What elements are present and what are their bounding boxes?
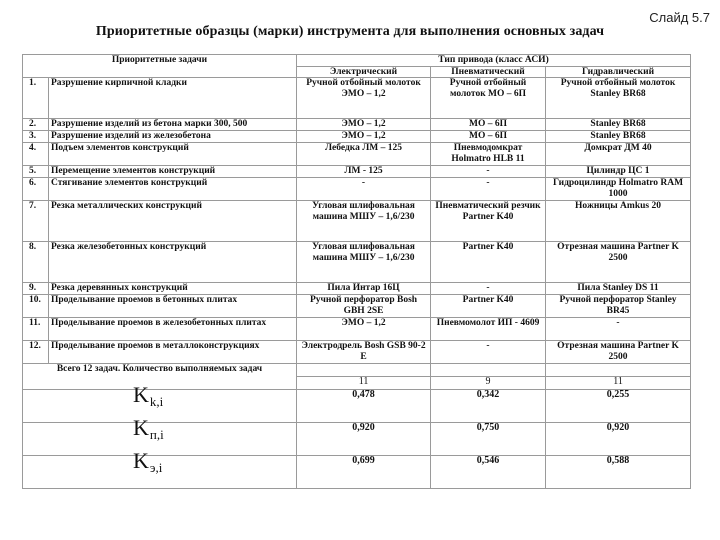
hydraulic-tool: Stanley BR68 — [546, 119, 691, 131]
electric-tool: Лебедка ЛМ – 125 — [297, 143, 431, 166]
coefficient-hydraulic: 0,255 — [546, 390, 691, 423]
pneumatic-tool: - — [431, 178, 546, 201]
task-name: Подъем элементов конструкций — [49, 143, 297, 166]
task-name: Резка железобетонных конструкций — [49, 242, 297, 283]
hydraulic-tool: - — [546, 318, 691, 341]
header-tasks: Приоритетные задачи — [23, 55, 297, 78]
electric-tool: ЭМО – 1,2 — [297, 119, 431, 131]
tools-table — [22, 54, 691, 489]
pneumatic-tool: Пневмомолот ИП - 4609 — [431, 318, 546, 341]
coefficient-electric: 0,920 — [297, 423, 431, 456]
coefficient-pneumatic: 0,546 — [431, 456, 546, 489]
slide-number-label: Слайд 5.7 — [649, 10, 710, 25]
electric-tool: Угловая шлифовальная машина МШУ – 1,6/230 — [297, 201, 431, 242]
table-row — [23, 166, 691, 178]
row-number: 10. — [23, 295, 49, 318]
row-number: 6. — [23, 178, 49, 201]
task-name: Перемещение элементов конструкций — [49, 166, 297, 178]
task-name: Проделывание проемов в железобетонных плитах — [49, 318, 297, 341]
pneumatic-tool: Пневмодомкрат Holmatro HLB 11 — [431, 143, 546, 166]
header-pneumatic: Пневматический — [431, 66, 546, 78]
row-number: 8. — [23, 242, 49, 283]
pneumatic-tool: - — [431, 341, 546, 364]
coefficient-electric: 0,699 — [297, 456, 431, 489]
table-row — [23, 341, 691, 364]
table-row — [23, 143, 691, 166]
table-row — [23, 119, 691, 131]
electric-tool: - — [297, 178, 431, 201]
electric-tool: Ручной отбойный молоток ЭМО – 1,2 — [297, 78, 431, 119]
pneumatic-tool: Пневматический резчик Partner K40 — [431, 201, 546, 242]
coefficient-symbol — [23, 448, 297, 489]
row-number: 11. — [23, 318, 49, 341]
hydraulic-tool: Пила Stanley DS 11 — [546, 283, 691, 295]
hydraulic-tool: Отрезная машина Partner K 2500 — [546, 341, 691, 364]
coefficient-subscript: э,i — [149, 460, 163, 475]
coefficient-pneumatic: 0,342 — [431, 390, 546, 423]
task-name: Резка деревянных конструкций — [49, 283, 297, 295]
row-number: 2. — [23, 119, 49, 131]
count-hydraulic: 11 — [546, 377, 691, 390]
task-name: Разрушение кирпичной кладки — [49, 78, 297, 119]
count-pneumatic: 9 — [431, 377, 546, 390]
table-row — [23, 242, 691, 283]
page-title: Приоритетные образцы (марки) инструмента для выполнения основных задач — [95, 24, 605, 39]
pneumatic-tool: МО – 6П — [431, 119, 546, 131]
hydraulic-tool: Stanley BR68 — [546, 131, 691, 143]
coefficient-electric: 0,478 — [297, 390, 431, 423]
row-number: 9. — [23, 283, 49, 295]
pneumatic-tool: - — [431, 283, 546, 295]
table-row — [23, 295, 691, 318]
coefficient-letter: K — [133, 448, 149, 473]
task-name: Резка металлических конструкций — [49, 201, 297, 242]
table-row — [23, 131, 691, 143]
coefficient-letter: K — [133, 415, 149, 440]
table-row — [23, 318, 691, 341]
hydraulic-tool: Ручной отбойный молоток Stanley BR68 — [546, 78, 691, 119]
coefficient-hydraulic: 0,588 — [546, 456, 691, 489]
task-name: Проделывание проемов в бетонных плитах — [49, 295, 297, 318]
total-label: Всего 12 задач. Количество выполняемых задач — [23, 364, 297, 390]
coefficient-symbol — [23, 415, 297, 456]
total-row — [23, 364, 691, 377]
pneumatic-tool: Partner K40 — [431, 295, 546, 318]
task-name: Проделывание проемов в металлоконструкциях — [49, 341, 297, 364]
coefficient-symbol — [23, 382, 297, 423]
task-name: Разрушение изделий из бетона марки 300, 500 — [49, 119, 297, 131]
row-number: 12. — [23, 341, 49, 364]
electric-tool: Электродрель Bosh GSB 90-2 E — [297, 341, 431, 364]
electric-tool: ЭМО – 1,2 — [297, 318, 431, 341]
task-rows — [23, 78, 691, 364]
header-drive-type: Тип привода (класс АСИ) — [297, 55, 691, 67]
coefficient-row — [23, 456, 691, 489]
header-electric: Электрический — [297, 66, 431, 78]
task-name: Разрушение изделий из железобетона — [49, 131, 297, 143]
electric-tool: ЭМО – 1,2 — [297, 131, 431, 143]
electric-tool: Пила Интар 16Ц — [297, 283, 431, 295]
header-row-top — [23, 55, 691, 67]
task-name: Стягивание элементов конструкций — [49, 178, 297, 201]
hydraulic-tool: Ручной перфоратор Stanley BR45 — [546, 295, 691, 318]
header-hydraulic: Гидравлический — [546, 66, 691, 78]
coefficient-hydraulic: 0,920 — [546, 423, 691, 456]
hydraulic-tool: Цилиндр ЦС 1 — [546, 166, 691, 178]
hydraulic-tool: Домкрат ДМ 40 — [546, 143, 691, 166]
hydraulic-tool: Ножницы Amkus 20 — [546, 201, 691, 242]
count-electric: 11 — [297, 377, 431, 390]
row-number: 7. — [23, 201, 49, 242]
row-number: 5. — [23, 166, 49, 178]
electric-tool: ЛМ - 125 — [297, 166, 431, 178]
pneumatic-tool: - — [431, 166, 546, 178]
pneumatic-tool: МО – 6П — [431, 131, 546, 143]
coefficient-pneumatic: 0,750 — [431, 423, 546, 456]
coefficient-subscript: k,i — [149, 394, 164, 409]
electric-tool: Ручной перфоратор Bosh GBH 2SE — [297, 295, 431, 318]
row-number: 3. — [23, 131, 49, 143]
table-row — [23, 201, 691, 242]
row-number: 4. — [23, 143, 49, 166]
coefficient-row — [23, 423, 691, 456]
coefficient-row — [23, 390, 691, 423]
table-row — [23, 283, 691, 295]
table-row — [23, 78, 691, 119]
coefficient-letter: K — [133, 382, 149, 407]
pneumatic-tool: Partner K40 — [431, 242, 546, 283]
coefficient-subscript: п,i — [149, 427, 164, 442]
electric-tool: Угловая шлифовальная машина МШУ – 1,6/230 — [297, 242, 431, 283]
row-number: 1. — [23, 78, 49, 119]
coefficient-rows — [23, 382, 691, 489]
pneumatic-tool: Ручной отбойный молоток МО – 6П — [431, 78, 546, 119]
hydraulic-tool: Отрезная машина Partner K 2500 — [546, 242, 691, 283]
table-row — [23, 178, 691, 201]
hydraulic-tool: Гидроцилиндр Holmatro RAM 1000 — [546, 178, 691, 201]
